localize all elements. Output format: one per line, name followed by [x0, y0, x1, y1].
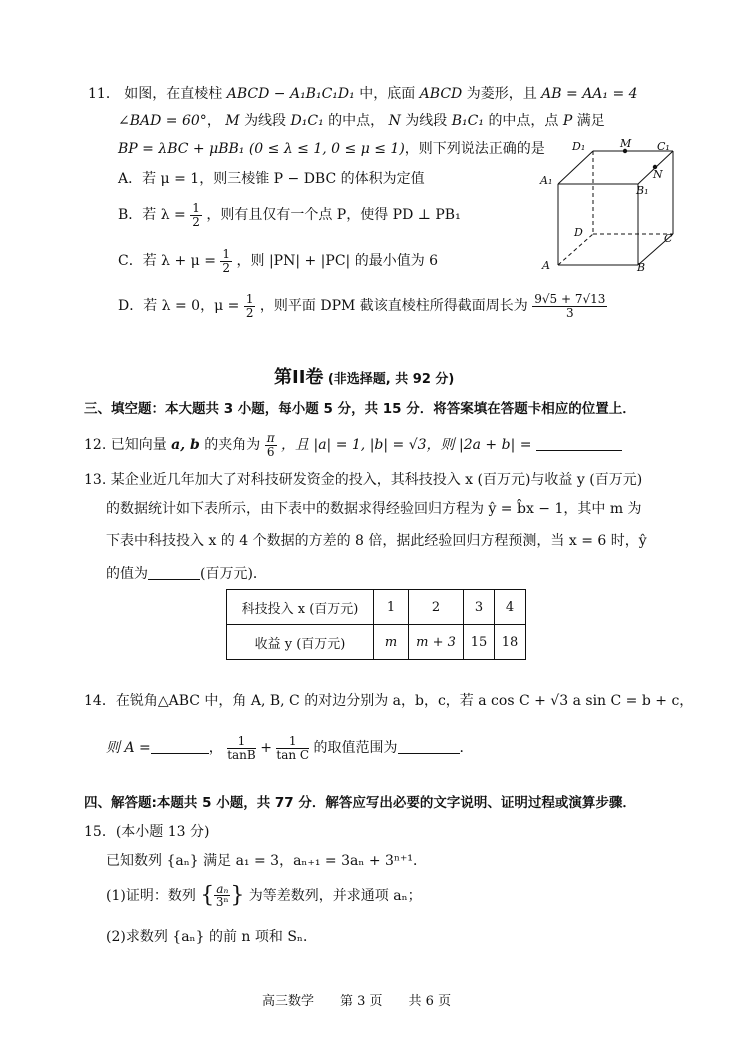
q13-line4: 的值为 (百万元)． [106, 566, 267, 582]
q15-part2: (2)求数列 {aₙ} 的前 n 项和 Sₙ． [106, 929, 317, 945]
vector-equation: BP = λBC + μBB₁ (0 ≤ λ ≤ 1, 0 ≤ μ ≤ 1) [118, 141, 405, 157]
table-cell: 2 [409, 590, 464, 625]
q15-part1: (1)证明：数列 { $\frac{\text{aₙ}}{\text{3ⁿ}}$ } 为等差数列，并求通项 aₙ； [106, 881, 422, 910]
q15-given: 已知数列 {aₙ} 满足 a₁ = 3，aₙ₊₁ = 3aₙ + 3ⁿ⁺¹． [106, 853, 428, 869]
fraction-half-d: $\frac{1}{2}$ [245, 292, 254, 320]
part2-title: 第II卷 (非选择题, 共 92 分) [274, 367, 455, 388]
table-cell: m + 3 [409, 625, 464, 660]
section4-heading: 四、解答题:本题共 5 小题，共 77 分．解答应写出必要的文字说明、证明过程或演算步骤． [84, 795, 636, 811]
q11-option-b: B．若 λ = $\frac{1}{2}$ ，则有且仅有一个点 P，使得 PD ⊥ PB₁ [118, 201, 461, 229]
fraction-perimeter: $\frac{9√5 + 7√13}{3}$ [534, 292, 606, 320]
answer-blank-q14-angle[interactable] [151, 739, 209, 754]
q11-option-c: C．若 λ + μ = $\frac{1}{2}$ ，则 |PN| + |PC| 的最小值为 6 [118, 247, 439, 275]
label-d: D [574, 226, 583, 239]
q15-number: 15．(本小题 13 分) [84, 824, 210, 840]
fraction-half-b: $\frac{1}{2}$ [192, 201, 200, 229]
answer-blank-q14-range[interactable] [398, 739, 460, 754]
label-a1: A₁ [540, 174, 553, 187]
table-cell: m [374, 625, 409, 660]
label-d1: D₁ [572, 140, 586, 153]
table-cell: 18 [495, 625, 526, 660]
fraction-an-over-3n: $\frac{\text{aₙ}}{\text{3ⁿ}}$ [215, 881, 229, 910]
table-cell: 4 [495, 590, 526, 625]
table-cell: 1 [374, 590, 409, 625]
q11-line3: BP = λBC + μBB₁ (0 ≤ λ ≤ 1, 0 ≤ μ ≤ 1)，则下列说法正确的是 [118, 141, 545, 157]
label-b1: B₁ [636, 184, 649, 197]
fraction-cot-c: $\frac{1}{\text{tan C}}$ [276, 734, 310, 762]
q11-line1: 11． 如图，在直棱柱 ABCD − A₁B₁C₁D₁ 中，底面 ABCD 为菱形，且 AB = AA₁ = 4 [88, 86, 638, 102]
q13-line1: 13. 某企业近几年加大了对科技研发资金的投入，其科技投入 x (百万元)与收益 y (百万元) [84, 472, 643, 488]
q13-line2: 的数据统计如下表所示，由下表中的数据求得经验回归方程为 ŷ = b̂x − 1，其中 m 为 [106, 501, 642, 517]
left-brace: { [200, 883, 215, 908]
table-header-revenue: 收益 y (百万元) [227, 625, 374, 660]
q14-line1: 14．在锐角△ABC 中，角 A, B, C 的对边分别为 a，b，c，若 a cos C + √3 a sin C = b + c， [84, 693, 694, 709]
q11-option-a: A．若 μ = 1，则三棱锥 P − DBC 的体积为定值 [118, 171, 425, 187]
investment-table [226, 589, 526, 660]
label-m: M [620, 138, 632, 150]
prism-name: ABCD − A₁B₁C₁D₁ [226, 86, 355, 102]
q11-option-d: D．若 λ = 0，μ = $\frac{1}{2}$ ，则平面 DPM 截该直棱柱所得截面周长为 $\frac{9√5 + 7√13}{3}$ [118, 292, 606, 320]
answer-blank-q12[interactable] [536, 436, 622, 451]
q13-line3: 下表中科技投入 x 的 4 个数据的方差的 8 倍，据此经验回归方程预测，当 x = 6 时，ŷ [106, 533, 647, 549]
label-n: N [653, 168, 663, 181]
table-row [227, 625, 526, 660]
q14-line2: 则 A = ， $\frac{1}{\tan B}$ + $\frac{1}{\text{tan C}}$ 的取值范围为 ． [106, 734, 474, 762]
table-cell: 15 [464, 625, 495, 660]
fraction-cot-b: $\frac{1}{\tan B}$ [227, 734, 256, 762]
table-row [227, 590, 526, 625]
page-footer: 高三数学 第 3 页 共 6 页 [262, 994, 452, 1009]
angle-fraction: $\frac{\pi}{6}$ [266, 431, 275, 459]
table-cell: 3 [464, 590, 495, 625]
edge-a1-d1 [558, 151, 593, 184]
fraction-half-c: $\frac{1}{2}$ [222, 247, 231, 275]
label-c: C [664, 232, 673, 245]
q12: 12. 已知向量 a, b 的夹角为 $\frac{\pi}{6}$ ，且 |a| = 1, |b| = √3，则 |2a + b| = [84, 432, 622, 458]
q11-number: 11． [88, 86, 120, 102]
label-c1: C₁ [657, 140, 670, 153]
right-brace: } [230, 883, 245, 908]
q11-line2: ∠BAD = 60°， M 为线段 D₁C₁ 的中点， N 为线段 B₁C₁ 的中点，点 P 满足 [118, 113, 605, 129]
prism-figure [538, 138, 678, 278]
label-a: A [542, 259, 550, 272]
table-header-investment: 科技投入 x (百万元) [227, 590, 374, 625]
label-b: B [637, 261, 646, 274]
section3-heading: 三、填空题：本大题共 3 小题，每小题 5 分，共 15 分．将答案填在答题卡相应的位置上． [84, 401, 636, 417]
answer-blank-q13[interactable] [148, 565, 200, 580]
